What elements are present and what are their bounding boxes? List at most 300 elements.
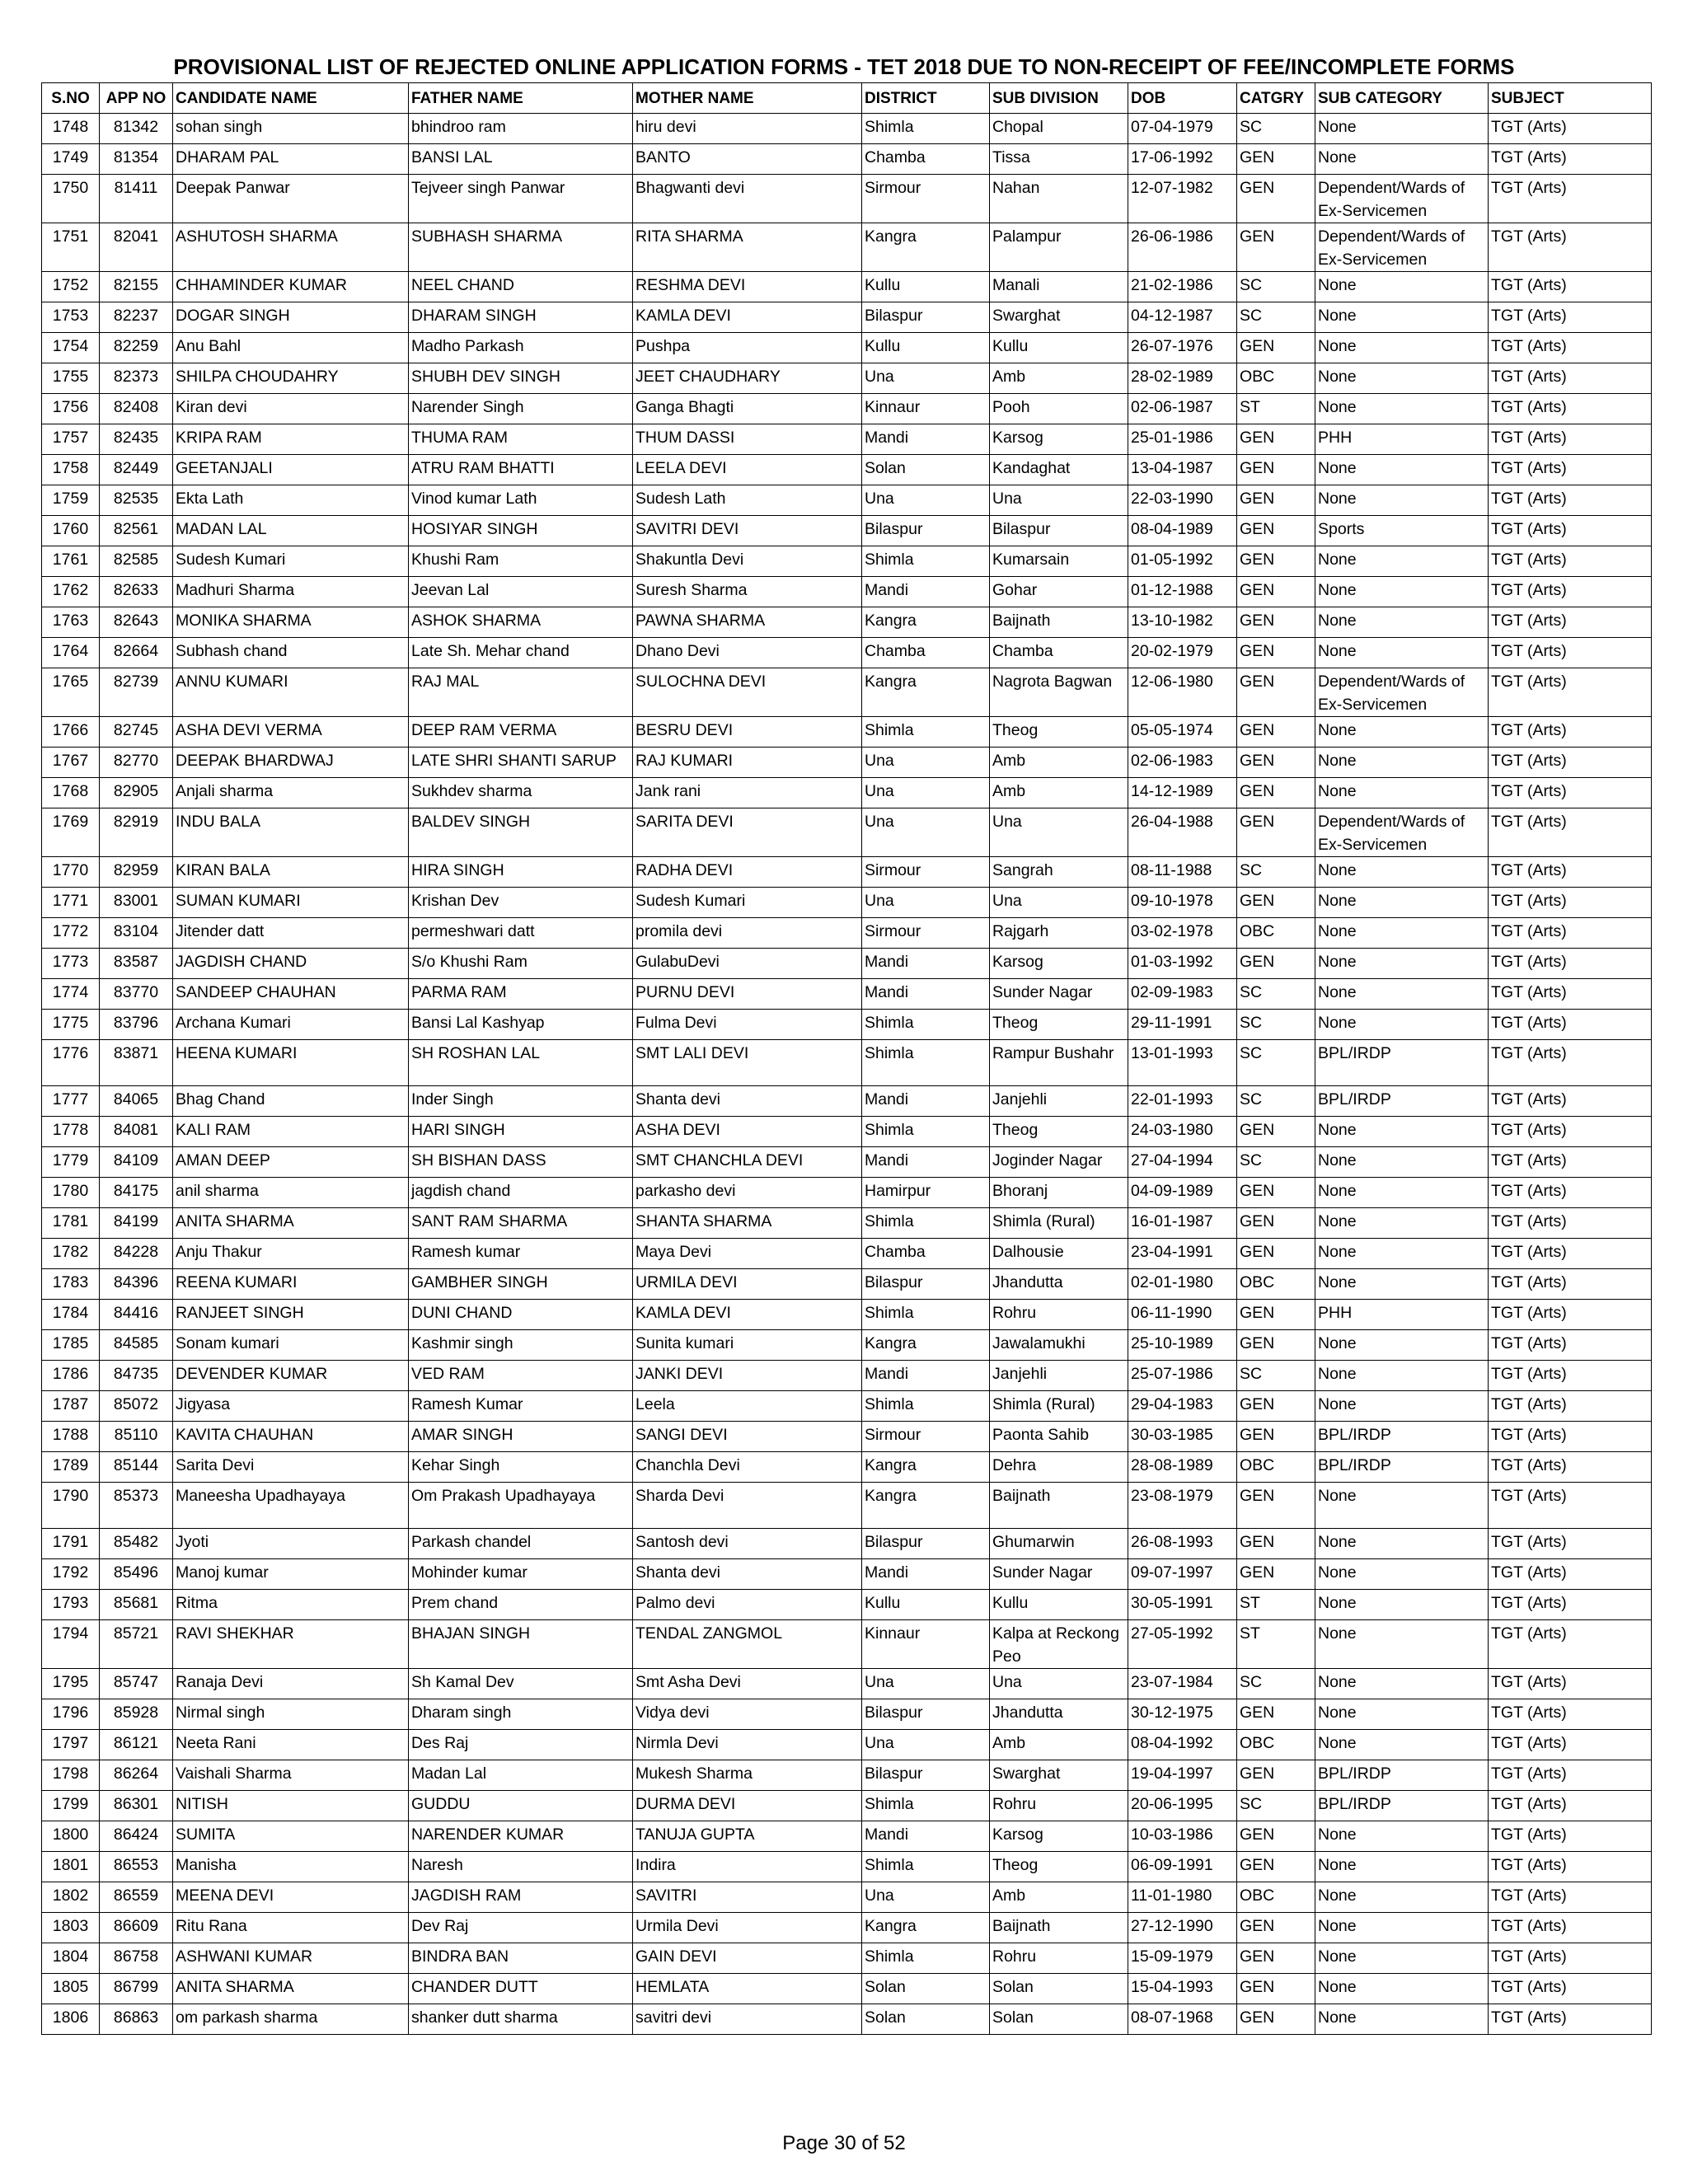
cell-district: Solan xyxy=(862,1974,990,2004)
cell-category: GEN xyxy=(1237,223,1315,272)
table-row xyxy=(42,1422,1652,1452)
cell-father-name: Khushi Ram xyxy=(409,546,633,577)
cell-mother-name: Fulma Devi xyxy=(633,1010,862,1040)
cell-district: Bilaspur xyxy=(862,1760,990,1791)
cell-app-no: 82237 xyxy=(100,302,173,333)
cell-candidate-name: SUMITA xyxy=(173,1821,409,1852)
cell-district: Shimla xyxy=(862,546,990,577)
table-row xyxy=(42,778,1652,808)
cell-father-name: DUNI CHAND xyxy=(409,1300,633,1330)
cell-dob: 29-04-1983 xyxy=(1128,1391,1237,1422)
cell-district: Mandi xyxy=(862,577,990,607)
cell-app-no: 82585 xyxy=(100,546,173,577)
cell-subject: TGT (Arts) xyxy=(1489,302,1652,333)
table-row xyxy=(42,394,1652,424)
cell-mother-name: SARITA DEVI xyxy=(633,808,862,857)
cell-sub-division: Karsog xyxy=(990,424,1128,455)
cell-sno: 1754 xyxy=(42,333,100,363)
cell-category: GEN xyxy=(1237,1178,1315,1208)
cell-candidate-name: AMAN DEEP xyxy=(173,1147,409,1178)
cell-candidate-name: Deepak Panwar xyxy=(173,175,409,223)
cell-father-name: bhindroo ram xyxy=(409,114,633,144)
table-row xyxy=(42,1852,1652,1882)
cell-subject: TGT (Arts) xyxy=(1489,1391,1652,1422)
cell-subject: TGT (Arts) xyxy=(1489,778,1652,808)
cell-district: Hamirpur xyxy=(862,1178,990,1208)
cell-mother-name: Maya Devi xyxy=(633,1239,862,1269)
cell-sub-category: None xyxy=(1315,1943,1489,1974)
cell-subject: TGT (Arts) xyxy=(1489,1483,1652,1529)
cell-category: GEN xyxy=(1237,455,1315,485)
cell-sno: 1772 xyxy=(42,918,100,949)
cell-father-name: Naresh xyxy=(409,1852,633,1882)
cell-subject: TGT (Arts) xyxy=(1489,1699,1652,1730)
table-row xyxy=(42,333,1652,363)
cell-mother-name: KAMLA DEVI xyxy=(633,1300,862,1330)
cell-candidate-name: REENA KUMARI xyxy=(173,1269,409,1300)
col-header-candidate-name: CANDIDATE NAME xyxy=(173,83,409,114)
cell-app-no: 84081 xyxy=(100,1117,173,1147)
cell-app-no: 82435 xyxy=(100,424,173,455)
cell-father-name: NARENDER KUMAR xyxy=(409,1821,633,1852)
table-row xyxy=(42,1147,1652,1178)
cell-mother-name: SMT CHANCHLA DEVI xyxy=(633,1147,862,1178)
table-row xyxy=(42,748,1652,778)
cell-dob: 20-02-1979 xyxy=(1128,638,1237,668)
cell-subject: TGT (Arts) xyxy=(1489,748,1652,778)
cell-subject: TGT (Arts) xyxy=(1489,516,1652,546)
cell-mother-name: Urmila Devi xyxy=(633,1913,862,1943)
cell-district: Bilaspur xyxy=(862,516,990,546)
cell-sub-division: Rajgarh xyxy=(990,918,1128,949)
cell-district: Una xyxy=(862,363,990,394)
cell-app-no: 83001 xyxy=(100,888,173,918)
cell-sub-category: None xyxy=(1315,1361,1489,1391)
cell-category: ST xyxy=(1237,1620,1315,1669)
cell-father-name: Narender Singh xyxy=(409,394,633,424)
cell-candidate-name: ASHWANI KUMAR xyxy=(173,1943,409,1974)
table-row xyxy=(42,272,1652,302)
col-header-father-name: FATHER NAME xyxy=(409,83,633,114)
cell-father-name: Vinod kumar Lath xyxy=(409,485,633,516)
cell-sub-division: Chamba xyxy=(990,638,1128,668)
cell-district: Mandi xyxy=(862,1086,990,1117)
cell-mother-name: Sharda Devi xyxy=(633,1483,862,1529)
cell-sub-division: Karsog xyxy=(990,949,1128,979)
cell-candidate-name: HEENA KUMARI xyxy=(173,1040,409,1086)
table-row xyxy=(42,1791,1652,1821)
cell-dob: 23-07-1984 xyxy=(1128,1669,1237,1699)
cell-category: SC xyxy=(1237,1147,1315,1178)
cell-dob: 27-05-1992 xyxy=(1128,1620,1237,1669)
cell-app-no: 86799 xyxy=(100,1974,173,2004)
table-row xyxy=(42,144,1652,175)
cell-subject: TGT (Arts) xyxy=(1489,1730,1652,1760)
rejected-forms-table xyxy=(41,82,1652,2035)
cell-candidate-name: RANJEET SINGH xyxy=(173,1300,409,1330)
cell-sno: 1763 xyxy=(42,607,100,638)
cell-sub-category: None xyxy=(1315,333,1489,363)
cell-district: Una xyxy=(862,778,990,808)
cell-sno: 1782 xyxy=(42,1239,100,1269)
cell-sub-category: None xyxy=(1315,857,1489,888)
cell-sno: 1804 xyxy=(42,1943,100,1974)
cell-mother-name: parkasho devi xyxy=(633,1178,862,1208)
cell-category: GEN xyxy=(1237,1821,1315,1852)
cell-sno: 1761 xyxy=(42,546,100,577)
cell-sub-category: None xyxy=(1315,1010,1489,1040)
cell-mother-name: SULOCHNA DEVI xyxy=(633,668,862,717)
col-header-district: DISTRICT xyxy=(862,83,990,114)
cell-sub-division: Rohru xyxy=(990,1300,1128,1330)
cell-sno: 1789 xyxy=(42,1452,100,1483)
cell-subject: TGT (Arts) xyxy=(1489,1821,1652,1852)
cell-dob: 08-07-1968 xyxy=(1128,2004,1237,2035)
cell-sno: 1780 xyxy=(42,1178,100,1208)
table-row xyxy=(42,485,1652,516)
cell-district: Bilaspur xyxy=(862,1269,990,1300)
cell-candidate-name: Maneesha Upadhayaya xyxy=(173,1483,409,1529)
cell-dob: 22-01-1993 xyxy=(1128,1086,1237,1117)
cell-subject: TGT (Arts) xyxy=(1489,668,1652,717)
cell-sno: 1802 xyxy=(42,1882,100,1913)
cell-dob: 10-03-1986 xyxy=(1128,1821,1237,1852)
cell-app-no: 86301 xyxy=(100,1791,173,1821)
cell-dob: 16-01-1987 xyxy=(1128,1208,1237,1239)
col-header-category: CATGRY xyxy=(1237,83,1315,114)
cell-sub-category: None xyxy=(1315,888,1489,918)
cell-father-name: THUMA RAM xyxy=(409,424,633,455)
cell-subject: TGT (Arts) xyxy=(1489,455,1652,485)
cell-sub-category: None xyxy=(1315,1483,1489,1529)
cell-district: Una xyxy=(862,1669,990,1699)
cell-sno: 1795 xyxy=(42,1669,100,1699)
table-row xyxy=(42,1391,1652,1422)
cell-candidate-name: Neeta Rani xyxy=(173,1730,409,1760)
cell-subject: TGT (Arts) xyxy=(1489,638,1652,668)
cell-sub-category: BPL/IRDP xyxy=(1315,1760,1489,1791)
cell-sno: 1770 xyxy=(42,857,100,888)
cell-subject: TGT (Arts) xyxy=(1489,1269,1652,1300)
cell-district: Chamba xyxy=(862,638,990,668)
cell-app-no: 82373 xyxy=(100,363,173,394)
cell-subject: TGT (Arts) xyxy=(1489,1529,1652,1559)
cell-subject: TGT (Arts) xyxy=(1489,1361,1652,1391)
cell-father-name: ASHOK SHARMA xyxy=(409,607,633,638)
cell-district: Bilaspur xyxy=(862,302,990,333)
cell-district: Solan xyxy=(862,455,990,485)
cell-sub-category: None xyxy=(1315,1913,1489,1943)
cell-mother-name: savitri devi xyxy=(633,2004,862,2035)
cell-subject: TGT (Arts) xyxy=(1489,394,1652,424)
cell-district: Una xyxy=(862,1882,990,1913)
cell-candidate-name: SHILPA CHOUDAHRY xyxy=(173,363,409,394)
cell-father-name: Om Prakash Upadhayaya xyxy=(409,1483,633,1529)
cell-mother-name: SAVITRI xyxy=(633,1882,862,1913)
cell-app-no: 86264 xyxy=(100,1760,173,1791)
cell-mother-name: Mukesh Sharma xyxy=(633,1760,862,1791)
cell-mother-name: DURMA DEVI xyxy=(633,1791,862,1821)
cell-sno: 1768 xyxy=(42,778,100,808)
cell-category: SC xyxy=(1237,114,1315,144)
cell-subject: TGT (Arts) xyxy=(1489,1422,1652,1452)
cell-district: Kangra xyxy=(862,607,990,638)
cell-sub-category: BPL/IRDP xyxy=(1315,1422,1489,1452)
cell-mother-name: promila devi xyxy=(633,918,862,949)
cell-dob: 15-04-1993 xyxy=(1128,1974,1237,2004)
table-row xyxy=(42,2004,1652,2035)
cell-dob: 26-04-1988 xyxy=(1128,808,1237,857)
cell-sub-category: None xyxy=(1315,1974,1489,2004)
cell-app-no: 84416 xyxy=(100,1300,173,1330)
cell-app-no: 84065 xyxy=(100,1086,173,1117)
cell-sub-category: BPL/IRDP xyxy=(1315,1040,1489,1086)
cell-dob: 12-07-1982 xyxy=(1128,175,1237,223)
cell-sno: 1755 xyxy=(42,363,100,394)
cell-subject: TGT (Arts) xyxy=(1489,333,1652,363)
cell-dob: 09-10-1978 xyxy=(1128,888,1237,918)
cell-mother-name: RITA SHARMA xyxy=(633,223,862,272)
cell-dob: 27-04-1994 xyxy=(1128,1147,1237,1178)
cell-dob: 05-05-1974 xyxy=(1128,717,1237,748)
cell-sub-category: None xyxy=(1315,1147,1489,1178)
cell-candidate-name: GEETANJALI xyxy=(173,455,409,485)
table-row xyxy=(42,1559,1652,1590)
cell-sub-category: BPL/IRDP xyxy=(1315,1086,1489,1117)
cell-app-no: 82408 xyxy=(100,394,173,424)
cell-category: GEN xyxy=(1237,748,1315,778)
cell-mother-name: Leela xyxy=(633,1391,862,1422)
cell-district: Kangra xyxy=(862,1483,990,1529)
cell-sub-category: None xyxy=(1315,1239,1489,1269)
cell-sub-category: None xyxy=(1315,979,1489,1010)
cell-sno: 1796 xyxy=(42,1699,100,1730)
cell-mother-name: Shanta devi xyxy=(633,1086,862,1117)
cell-subject: TGT (Arts) xyxy=(1489,363,1652,394)
cell-category: GEN xyxy=(1237,1529,1315,1559)
table-row xyxy=(42,1330,1652,1361)
cell-dob: 21-02-1986 xyxy=(1128,272,1237,302)
cell-sno: 1758 xyxy=(42,455,100,485)
cell-sno: 1792 xyxy=(42,1559,100,1590)
cell-category: GEN xyxy=(1237,516,1315,546)
table-row xyxy=(42,1620,1652,1669)
cell-father-name: Late Sh. Mehar chand xyxy=(409,638,633,668)
cell-sub-division: Rampur Bushahr xyxy=(990,1040,1128,1086)
cell-sub-category: None xyxy=(1315,1269,1489,1300)
cell-mother-name: Nirmla Devi xyxy=(633,1730,862,1760)
cell-mother-name: Indira xyxy=(633,1852,862,1882)
table-row xyxy=(42,1974,1652,2004)
cell-candidate-name: Kiran devi xyxy=(173,394,409,424)
cell-dob: 27-12-1990 xyxy=(1128,1913,1237,1943)
cell-dob: 02-09-1983 xyxy=(1128,979,1237,1010)
cell-father-name: SH BISHAN DASS xyxy=(409,1147,633,1178)
cell-sub-division: Manali xyxy=(990,272,1128,302)
cell-sub-division: Baijnath xyxy=(990,1483,1128,1529)
cell-dob: 30-12-1975 xyxy=(1128,1699,1237,1730)
cell-dob: 23-08-1979 xyxy=(1128,1483,1237,1529)
cell-candidate-name: MONIKA SHARMA xyxy=(173,607,409,638)
cell-subject: TGT (Arts) xyxy=(1489,1086,1652,1117)
cell-category: GEN xyxy=(1237,1300,1315,1330)
cell-subject: TGT (Arts) xyxy=(1489,1620,1652,1669)
cell-candidate-name: sohan singh xyxy=(173,114,409,144)
cell-sub-division: Kullu xyxy=(990,333,1128,363)
table-row xyxy=(42,1943,1652,1974)
cell-father-name: HIRA SINGH xyxy=(409,857,633,888)
cell-dob: 01-05-1992 xyxy=(1128,546,1237,577)
cell-dob: 02-01-1980 xyxy=(1128,1269,1237,1300)
cell-sub-division: Ghumarwin xyxy=(990,1529,1128,1559)
cell-app-no: 82041 xyxy=(100,223,173,272)
cell-subject: TGT (Arts) xyxy=(1489,1010,1652,1040)
cell-sub-division: Paonta Sahib xyxy=(990,1422,1128,1452)
cell-sub-division: Solan xyxy=(990,2004,1128,2035)
cell-dob: 08-11-1988 xyxy=(1128,857,1237,888)
cell-category: GEN xyxy=(1237,949,1315,979)
cell-sub-category: None xyxy=(1315,1852,1489,1882)
cell-app-no: 82919 xyxy=(100,808,173,857)
cell-dob: 30-03-1985 xyxy=(1128,1422,1237,1452)
table-row xyxy=(42,949,1652,979)
cell-father-name: Dharam singh xyxy=(409,1699,633,1730)
cell-father-name: Dev Raj xyxy=(409,1913,633,1943)
cell-district: Shimla xyxy=(862,1010,990,1040)
table-row xyxy=(42,1669,1652,1699)
table-row xyxy=(42,918,1652,949)
cell-app-no: 85072 xyxy=(100,1391,173,1422)
cell-candidate-name: CHHAMINDER KUMAR xyxy=(173,272,409,302)
cell-category: GEN xyxy=(1237,577,1315,607)
cell-candidate-name: Ritma xyxy=(173,1590,409,1620)
cell-mother-name: SHANTA SHARMA xyxy=(633,1208,862,1239)
table-row xyxy=(42,1590,1652,1620)
cell-dob: 15-09-1979 xyxy=(1128,1943,1237,1974)
cell-sub-category: BPL/IRDP xyxy=(1315,1452,1489,1483)
cell-candidate-name: KRIPA RAM xyxy=(173,424,409,455)
cell-candidate-name: Sudesh Kumari xyxy=(173,546,409,577)
table-row xyxy=(42,808,1652,857)
cell-app-no: 86609 xyxy=(100,1913,173,1943)
cell-sub-category: None xyxy=(1315,1821,1489,1852)
cell-app-no: 81411 xyxy=(100,175,173,223)
cell-sub-category: None xyxy=(1315,455,1489,485)
cell-app-no: 83587 xyxy=(100,949,173,979)
cell-subject: TGT (Arts) xyxy=(1489,1452,1652,1483)
cell-father-name: jagdish chand xyxy=(409,1178,633,1208)
cell-category: GEN xyxy=(1237,1913,1315,1943)
table-row xyxy=(42,1239,1652,1269)
table-row xyxy=(42,1269,1652,1300)
cell-subject: TGT (Arts) xyxy=(1489,272,1652,302)
cell-father-name: ATRU RAM BHATTI xyxy=(409,455,633,485)
cell-mother-name: THUM DASSI xyxy=(633,424,862,455)
cell-candidate-name: JAGDISH CHAND xyxy=(173,949,409,979)
cell-category: SC xyxy=(1237,1669,1315,1699)
cell-subject: TGT (Arts) xyxy=(1489,1239,1652,1269)
cell-district: Kullu xyxy=(862,333,990,363)
cell-mother-name: Dhano Devi xyxy=(633,638,862,668)
cell-candidate-name: anil sharma xyxy=(173,1178,409,1208)
cell-district: Bilaspur xyxy=(862,1699,990,1730)
cell-district: Shimla xyxy=(862,717,990,748)
cell-sub-category: None xyxy=(1315,394,1489,424)
cell-district: Shimla xyxy=(862,1208,990,1239)
cell-dob: 25-10-1989 xyxy=(1128,1330,1237,1361)
cell-sub-division: Una xyxy=(990,485,1128,516)
cell-father-name: Prem chand xyxy=(409,1590,633,1620)
cell-district: Sirmour xyxy=(862,918,990,949)
table-row xyxy=(42,1010,1652,1040)
cell-sub-division: Sunder Nagar xyxy=(990,1559,1128,1590)
cell-sub-category: None xyxy=(1315,607,1489,638)
cell-app-no: 85482 xyxy=(100,1529,173,1559)
cell-sub-category: None xyxy=(1315,717,1489,748)
cell-subject: TGT (Arts) xyxy=(1489,1040,1652,1086)
cell-mother-name: SAVITRI DEVI xyxy=(633,516,862,546)
cell-father-name: Mohinder kumar xyxy=(409,1559,633,1590)
cell-sub-division: Joginder Nagar xyxy=(990,1147,1128,1178)
cell-dob: 13-10-1982 xyxy=(1128,607,1237,638)
cell-dob: 06-11-1990 xyxy=(1128,1300,1237,1330)
cell-father-name: Jeevan Lal xyxy=(409,577,633,607)
cell-candidate-name: KAVITA CHAUHAN xyxy=(173,1422,409,1452)
cell-district: Kangra xyxy=(862,668,990,717)
cell-sno: 1806 xyxy=(42,2004,100,2035)
cell-category: OBC xyxy=(1237,918,1315,949)
cell-dob: 22-03-1990 xyxy=(1128,485,1237,516)
cell-subject: TGT (Arts) xyxy=(1489,577,1652,607)
cell-father-name: BHAJAN SINGH xyxy=(409,1620,633,1669)
cell-sno: 1775 xyxy=(42,1010,100,1040)
cell-app-no: 82745 xyxy=(100,717,173,748)
cell-dob: 17-06-1992 xyxy=(1128,144,1237,175)
cell-mother-name: BESRU DEVI xyxy=(633,717,862,748)
cell-mother-name: Sudesh Kumari xyxy=(633,888,862,918)
cell-subject: TGT (Arts) xyxy=(1489,175,1652,223)
cell-sub-division: Theog xyxy=(990,1852,1128,1882)
cell-sub-division: Kumarsain xyxy=(990,546,1128,577)
cell-dob: 26-08-1993 xyxy=(1128,1529,1237,1559)
cell-sub-division: Una xyxy=(990,888,1128,918)
cell-mother-name: Santosh devi xyxy=(633,1529,862,1559)
cell-district: Shimla xyxy=(862,1117,990,1147)
cell-subject: TGT (Arts) xyxy=(1489,717,1652,748)
cell-father-name: BALDEV SINGH xyxy=(409,808,633,857)
cell-app-no: 82449 xyxy=(100,455,173,485)
cell-district: Kangra xyxy=(862,223,990,272)
cell-subject: TGT (Arts) xyxy=(1489,1117,1652,1147)
cell-sno: 1801 xyxy=(42,1852,100,1882)
cell-sub-category: None xyxy=(1315,1699,1489,1730)
cell-sno: 1793 xyxy=(42,1590,100,1620)
cell-category: GEN xyxy=(1237,144,1315,175)
cell-sub-division: Gohar xyxy=(990,577,1128,607)
cell-district: Mandi xyxy=(862,1559,990,1590)
cell-father-name: HOSIYAR SINGH xyxy=(409,516,633,546)
cell-mother-name: Palmo devi xyxy=(633,1590,862,1620)
cell-dob: 26-07-1976 xyxy=(1128,333,1237,363)
cell-district: Sirmour xyxy=(862,1422,990,1452)
cell-sub-division: Jawalamukhi xyxy=(990,1330,1128,1361)
cell-district: Una xyxy=(862,1730,990,1760)
cell-sno: 1787 xyxy=(42,1391,100,1422)
cell-candidate-name: Sonam kumari xyxy=(173,1330,409,1361)
cell-dob: 26-06-1986 xyxy=(1128,223,1237,272)
cell-dob: 20-06-1995 xyxy=(1128,1791,1237,1821)
cell-subject: TGT (Arts) xyxy=(1489,223,1652,272)
